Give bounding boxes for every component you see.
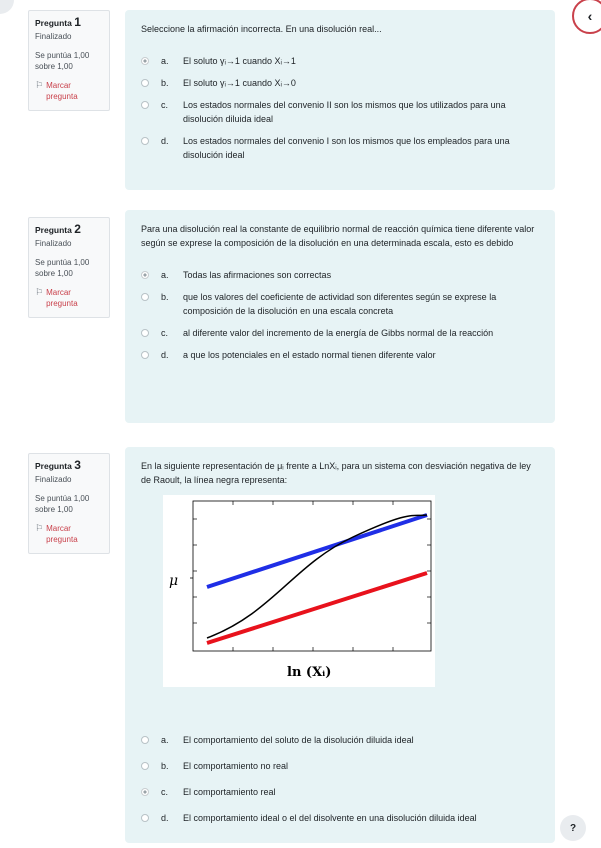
question-info-1 — [28, 10, 110, 111]
answer-option-c[interactable]: c. al diferente valor del incremento de la energía de Gibbs normal de la reacción — [141, 326, 539, 340]
question-text: Para una disolución real la constante de equilibrio normal de reacción química tiene diferente valor según se exprese la composición de la disolución en una determinada escala, esto es debido — [141, 224, 535, 248]
radio-button[interactable] — [141, 736, 149, 744]
question-grade: Se puntúa 1,00 sobre 1,00 — [35, 51, 90, 71]
flag-question-link[interactable]: ⚐ Marcar pregunta — [35, 80, 78, 101]
help-button[interactable] — [560, 815, 586, 841]
answer-option-d[interactable]: d. a que los potenciales en el estado normal tienen diferente valor — [141, 348, 539, 362]
radio-button[interactable] — [141, 57, 149, 65]
radio-button[interactable] — [141, 79, 149, 87]
question-card-1 — [125, 10, 555, 190]
question-mark-icon: ? — [569, 822, 577, 834]
edge-circle-decoration — [0, 0, 14, 14]
answer-option-d[interactable]: d. Los estados normales del convenio I son los mismos que los empleados para una disolución ideal — [141, 134, 539, 162]
question-number: Pregunta 1 — [35, 15, 81, 29]
flag-question-link[interactable]: ⚐ Marcar pregunta — [35, 523, 78, 544]
x-axis-label: ln (Xᵢ) — [287, 665, 332, 680]
question-number: Pregunta 2 — [35, 222, 81, 236]
question-card-2 — [125, 210, 555, 423]
question-state: Finalizado — [35, 239, 72, 248]
chevron-left-icon: ‹ — [587, 8, 593, 24]
drawer-toggle-button[interactable] — [572, 0, 601, 34]
flag-icon: ⚐ — [35, 287, 44, 297]
question-text: Seleccione la afirmación incorrecta. En una disolución real... — [141, 24, 382, 34]
question-grade: Se puntúa 1,00 sobre 1,00 — [35, 494, 90, 514]
question-state: Finalizado — [35, 32, 72, 41]
question-number: Pregunta 3 — [35, 458, 81, 472]
radio-button[interactable] — [141, 788, 149, 796]
radio-button[interactable] — [141, 271, 149, 279]
radio-button[interactable] — [141, 293, 149, 301]
question-info-3 — [28, 453, 110, 554]
y-axis-label: μ — [169, 573, 179, 589]
answer-list — [141, 54, 539, 162]
answer-option-a[interactable]: a. El soluto γᵢ→1 cuando Xᵢ→1 — [141, 54, 539, 68]
flag-icon: ⚐ — [35, 523, 44, 533]
mu-vs-lnx-figure — [163, 495, 435, 687]
question-grade: Se puntúa 1,00 sobre 1,00 — [35, 258, 90, 278]
radio-button[interactable] — [141, 762, 149, 770]
answer-list — [141, 733, 539, 825]
radio-button[interactable] — [141, 137, 149, 145]
chart-svg — [163, 495, 435, 687]
answer-option-b[interactable]: b. El soluto γᵢ→1 cuando Xᵢ→0 — [141, 76, 539, 90]
radio-button[interactable] — [141, 814, 149, 822]
radio-button[interactable] — [141, 351, 149, 359]
question-info-2 — [28, 217, 110, 318]
answer-option-c[interactable]: c. El comportamiento real — [141, 785, 539, 799]
answer-option-a[interactable]: a. Todas las afirmaciones son correctas — [141, 268, 539, 282]
flag-question-link[interactable]: ⚐ Marcar pregunta — [35, 287, 78, 308]
answer-option-d[interactable]: d. El comportamiento ideal o el del disolvente en una disolución diluida ideal — [141, 811, 539, 825]
question-card-3 — [125, 447, 555, 843]
answer-option-c[interactable]: c. Los estados normales del convenio II son los mismos que los utilizados para una disolución diluida ideal — [141, 98, 539, 126]
flag-icon: ⚐ — [35, 80, 44, 90]
question-state: Finalizado — [35, 475, 72, 484]
radio-button[interactable] — [141, 329, 149, 337]
answer-option-b[interactable]: b. El comportamiento no real — [141, 759, 539, 773]
answer-option-a[interactable]: a. El comportamiento del soluto de la disolución diluida ideal — [141, 733, 539, 747]
question-text: En la siguiente representación de μᵢ frente a LnXᵢ, para un sistema con desviación negativa de ley de Raoult, la línea negra representa: — [141, 461, 531, 485]
answer-option-b[interactable]: b. que los valores del coeficiente de actividad son diferentes según se exprese la composición de la disolución en una escala concreta — [141, 290, 539, 318]
radio-button[interactable] — [141, 101, 149, 109]
answer-list — [141, 268, 539, 362]
